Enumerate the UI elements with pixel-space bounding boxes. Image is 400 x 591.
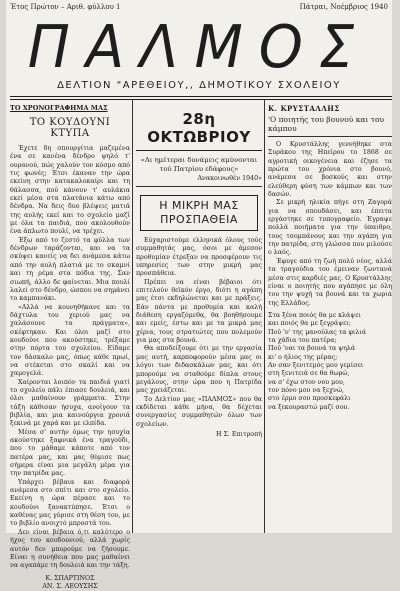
epigraph-quote: «Αι ημέτεραι δυνάμεις αμύνονται τού Πατρίου εδάφους» bbox=[140, 156, 258, 173]
poet-article-title: 'Ο ποιητής του βουνού και του κάμπου bbox=[268, 115, 392, 137]
paragraph: Θα αποδείξουμε ότι με την εργασία μας αυτή, καρποφορούν μέσα μας οι λόγοι των διδασκάλων μας, και ότι μπορούμε να σταθούμε δίπλα στους μεγάλους, στην ώρα που η Πατρίδα μας χρειάζεται. bbox=[136, 345, 262, 395]
poem-verses bbox=[268, 312, 392, 412]
column-chronicle bbox=[10, 104, 130, 591]
column-editorial bbox=[136, 104, 262, 438]
paragraph: Σε μικρή ηλικία πήγε στη Ζαγορά για να σπουδάσει, και έπειτα εργάστηκε σε τυπογραφείο. Έγραψε πολλά ποιήματα για την ύπαιθρο, τους τσομπάνους και την αγάπη για την πατρίδα, στη γλώσσα που μιλούσε ο λαός. bbox=[268, 199, 392, 257]
poem-line: να σ' έχω στον νου μου, bbox=[268, 378, 345, 386]
issue-number: Έτος Πρώτον – Αριθ. φύλλου 1 bbox=[10, 3, 121, 11]
paragraph: Χαίρονται λοιπόν τα παιδιά γιατί το σχολείο πάλι έπιασε δουλειά, και όλοι μαθαίνουν γράμματα. Στην τάξη κάθισαν ήσυχα, ανοίγουν τα βιβλία, και μια καινούργια χρονιά ξεκινά με χαρά και με ελπίδα. bbox=[10, 378, 130, 428]
boxed-headline: Η ΜΙΚΡΗ ΜΑΣ ΠΡΟΣΠΑΘΕΙΑ bbox=[140, 195, 258, 231]
paragraph: Εύχαριστούμε ελληνικά όλους τούς συμμαθητάς μας, όσοι με άμεσον προθυμίαν έτρεξαν να προσφέρουν τις υπηρεσίες των στην μικρή μας προσπάθεια. bbox=[136, 237, 262, 278]
date-headline: 28η ΟΚΤΩΒΡΙΟΥ bbox=[136, 108, 262, 151]
paragraph: Ο Κρυστάλλης γεννήθηκε στα Συράκου της Ηπείρου το 1868 σε αγροτική οικογένεια και έζησε τα πρώτα του χρόνια στο βουνό, ανάμεσα σε βοσκούς και στην ελεύθερη φύση των κάμπων και των δασών. bbox=[268, 141, 392, 199]
column-divider-1 bbox=[132, 100, 133, 533]
poem-line: τα χάδια του πατέρα; bbox=[268, 336, 337, 344]
section-kicker: ΤΟ ΧΡΟΝΟΓΡΑΦΗΜΑ ΜΑΣ bbox=[10, 104, 108, 112]
paragraph: Έξω από το ζεστό τα φύλλα των δένδρων ταράζονται, και να τα σκύψει κανείς να δει ανάμεσα κάτω από την αυλή πλατιά με το σκαμνί και τη ρέμα στα πόδια της. Σαν σιωπή, άλλο δε φαίνεται. Μια πουλί λαλεί στο δένδρο, ώσπου να σημάνει το καμπανάκι. bbox=[10, 236, 130, 303]
masthead-title: ΠΑΛΜΟΣ bbox=[27, 13, 371, 82]
editorial-body bbox=[136, 237, 262, 429]
paragraph: Υπάρχει βέβαια και διαφορά ανάμεσα στο σπίτι και στο σχολείο. Εκείνη η ώρα πέρασε και το κουδούνι ξανακτύπησε. Έτσι ο καθένας μας γύρισε στη θέση του, με το βιβλίο ανοιχτό μπροστά του. bbox=[10, 478, 130, 528]
poem-line: Αν σαν ξενιτεμός μου γεμίσει bbox=[268, 361, 364, 369]
header-divider bbox=[10, 96, 392, 97]
poem-line: στο έρμο σου προσκεφάλι bbox=[268, 395, 351, 403]
paragraph: Το Δελτίον μας «ΠΑΛΜΟΣ» που θα εκδίδεται κάθε μήνα, θα δέχεται συνεργασίες συμμαθητών όλων των σχολείων. bbox=[136, 395, 262, 428]
paragraph: Δεν είναι βέβαια ό,τι καλύτερο ο ήχος του κουδουνιού, αλλά χωρίς αυτόν δεν μπορούμε να ζήσουμε. Είναι η συνήθεια που μας μαθαίνει να αγαπάμε τη δουλειά και την τάξη. bbox=[10, 528, 130, 570]
column-divider-2 bbox=[264, 100, 265, 533]
poem-line: Πού 'ναι τα βουνά τα ψηλά bbox=[268, 345, 356, 353]
article-headline: ΤΟ ΚΟΥΔΟΥΝΙ ΚΤΥΠΑ bbox=[29, 117, 111, 139]
editorial-signature: Η Σ. Επιτροπή bbox=[215, 430, 262, 438]
article-body bbox=[10, 145, 130, 571]
issue-line bbox=[10, 3, 388, 11]
poem-line: κι' ο ήλιος της μέρας; bbox=[268, 353, 338, 361]
paragraph: Μέσα σ' αυτήν όμως την ησυχία ακούστηκε ξαφνικά ένα τραγούδι, που το μάθαμε κάποτε από τον πατέρα μας, και μας θύμισε πως σήμερα είναι μια μεγάλη μέρα για την πατρίδα μας. bbox=[10, 428, 130, 478]
column-poet bbox=[268, 104, 392, 412]
poem-line: στη ξενιτειά σε θα θωρώ, bbox=[268, 370, 350, 378]
poet-article-body bbox=[268, 141, 392, 308]
epigraph-source: Ανακοινωθέν 1940» bbox=[136, 175, 262, 187]
poem-line: τον πόνο μου να ξεχνώ, bbox=[268, 386, 344, 394]
paragraph: Έφυγε από τη ζωή πολύ νέος, αλλά τα τραγούδια του έμειναν ζωντανά μέσα στις καρδιές μας. Ο Κρυστάλλης είναι ο ποιητής που αγάπησε με όλη του την ψυχή τα βουνά και τα χωριά της Ελλάδος. bbox=[268, 257, 392, 307]
paragraph: Έχετε δη σπουργίτια μαζεμένα ένα σε κανένα δένδρο ψηλό τ' ουρανού, πώς χαλούν τον κόσμο από τις φωνές; Έτσι έκαναν την ώρα εκείνη στην κατακαλοκαίρι και τη θάλασσα, πού κάνουν τ' αυλάκια εκεί μέσα στα πλατάνια κάτω από δένδρα. Να δεις δυο βλέψεις ματιά της αυλής εκεί και το σχολείο μαζί με όλα τα παιδιά, που ακολουθούν ένα άπλωτο πουλί, να τρέχει. bbox=[10, 145, 130, 236]
paragraph: «Αλλά να κουνηθήκανε και τα δάχτυλα του χεριού μας να χαλάσουνε τα πράγματα», σκέφτηκαν. Και όλοι μαζί στο κουδούνι που ακούστηκε, τρέξαμε στην πόρτα του σχολείου. Είδαμε τον δάσκαλο μας, όπως κάθε πρωί, να στέκεται στο σκαλί και να χαμογελά. bbox=[10, 303, 130, 378]
article-signature: Κ. ΣΠΑΡΤΙΝΟΣ ΑΝ. Σ. ΛΕΟΥΣΗΣ bbox=[42, 574, 98, 590]
masthead-subtitle: ΔΕΛΤΙΟΝ "ΑΡΕΘΕΙΟΥ,, ΔΗΜΟΤΙΚΟΥ ΣΧΟΛΕΙΟΥ bbox=[57, 80, 341, 91]
paragraph: Πρέπει να είναι βέβαιοι ότι επιτελούν θεϊκόν έργο, διότι η αγάπη μας έτσι εκδηλώνεται και με πράξεις. Εάν πάντα με προθυμία και καλή διάθεση εργαζόμεθα, θα βοηθήσουμε και εμείς, έστω και με τα μικρά μας χέρια, τους στρατιώτες που πολεμούν για μας στα βουνά. bbox=[136, 278, 262, 345]
poet-name: Κ. ΚΡΥΣΤΑΛΛΗΣ bbox=[268, 104, 340, 113]
issue-date: Πάτραι, Νοέμβριος 1940 bbox=[299, 3, 388, 11]
header-divider-second bbox=[10, 99, 392, 100]
poem-line: Πού 'ν' της μανούλας τα φιλιά bbox=[268, 328, 367, 336]
poem-line: να ξεκουραστώ μαζί σου. bbox=[268, 403, 350, 411]
poem-line: και ποιός θα με ξεγράψει; bbox=[268, 320, 352, 328]
poem-line: Στα ξένα ποιός θα με κλάψει bbox=[268, 311, 361, 319]
newspaper-page bbox=[6, 0, 392, 590]
